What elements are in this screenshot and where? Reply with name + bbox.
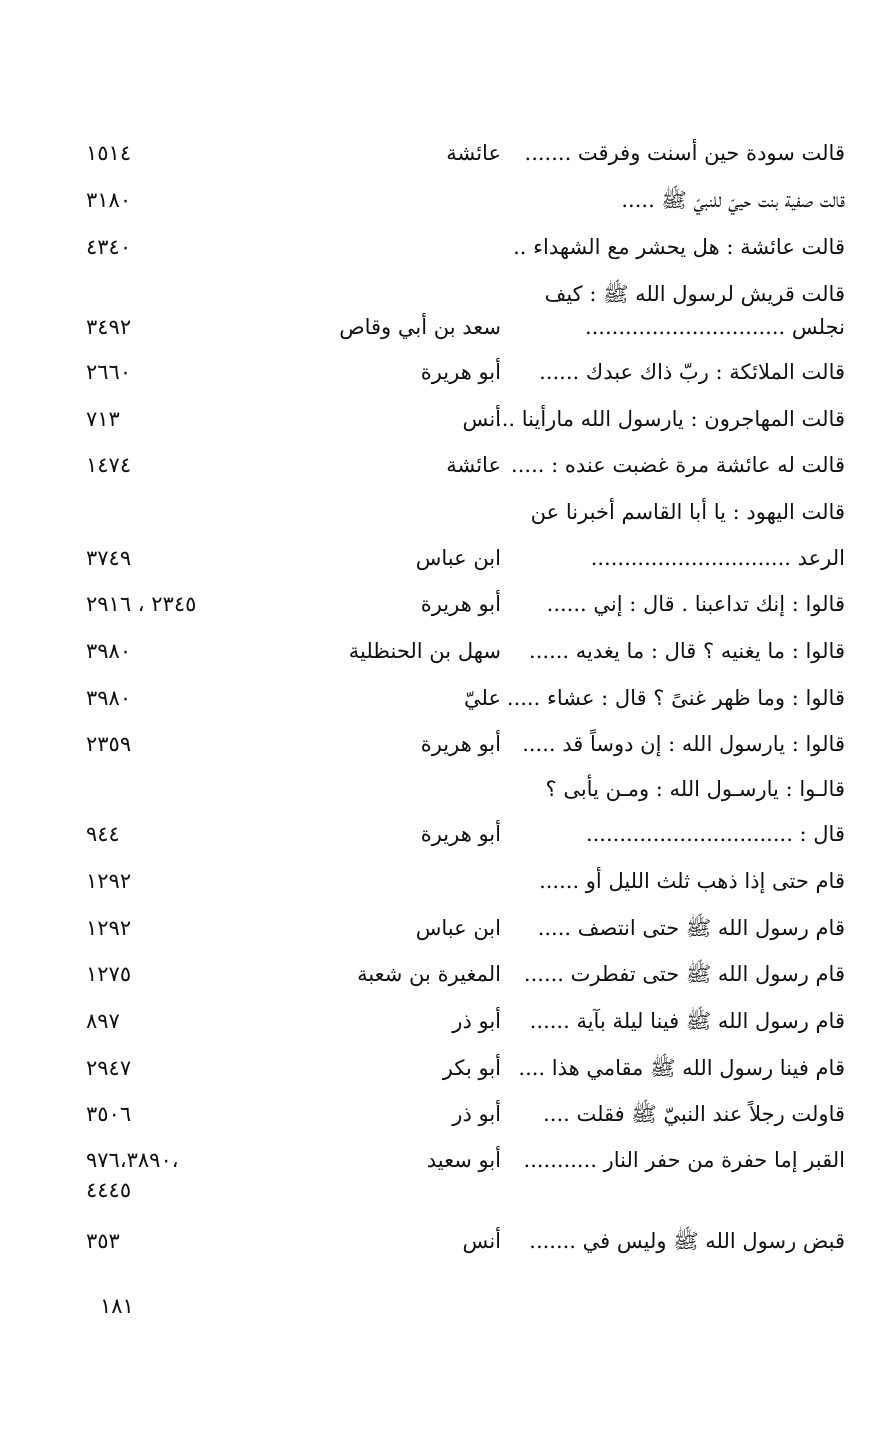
- hadith-text: قام رسول الله ﷺ فينا ليلة بآية ......: [529, 1009, 845, 1033]
- hadith-text: قام رسول الله ﷺ حتى تفطرت ......: [523, 962, 845, 986]
- narrator-name: عائشة: [446, 453, 501, 477]
- hadith-text: القبر إما حفرة من حفر النار ...........: [523, 1148, 845, 1172]
- index-row: [0, 906, 891, 950]
- index-row: [0, 225, 891, 269]
- hadith-text: قام رسول الله ﷺ حتى انتصف .....: [537, 916, 845, 940]
- hadith-numbers: ٢٣٥٩: [86, 732, 132, 756]
- hadith-text: نجلس ..............................: [584, 315, 845, 339]
- index-row: [0, 722, 891, 766]
- hadith-text: قالت عائشة : هل يحشر مع الشهداء ..: [513, 235, 845, 259]
- index-row: [0, 1046, 891, 1090]
- narrator-name: أبو هريرة: [420, 822, 501, 846]
- index-row: [0, 582, 891, 626]
- hadith-numbers: ٣٧٤٩: [86, 546, 132, 570]
- hadith-numbers: ٣٤٩٢: [86, 315, 132, 339]
- index-row: [0, 812, 891, 856]
- hadith-numbers: ٣٩٨٠: [86, 639, 132, 663]
- hadith-text: قالت له عائشة مرة غضبت عنده : .....: [511, 453, 845, 477]
- page-number: ١٨١: [100, 1294, 134, 1318]
- narrator-name: أبو بكر: [442, 1056, 501, 1080]
- narrator-name: أبو هريرة: [420, 592, 501, 616]
- hadith-numbers: ٩٤٤: [86, 822, 120, 846]
- hadith-numbers: ١٢٩٢: [86, 869, 132, 893]
- hadith-text: قال : ...............................: [585, 822, 845, 846]
- index-row: [0, 1138, 891, 1202]
- hadith-numbers: ٢٩٤٧: [86, 1056, 132, 1080]
- hadith-text: قالت صفية بنت حييّ للنبيّ ﷺ .....: [621, 188, 845, 212]
- hadith-text: قالوا : إنك تداعبنا . قال : إني ......: [546, 592, 845, 616]
- hadith-numbers: ١٢٧٥: [86, 962, 132, 986]
- index-row: [0, 490, 891, 534]
- hadith-text: قام فينا رسول الله ﷺ مقامي هذا ....: [518, 1056, 845, 1080]
- hadith-text: قبض رسول الله ﷺ وليس في .......: [529, 1229, 845, 1253]
- hadith-text: قام حتى إذا ذهب ثلث الليل أو ......: [539, 869, 845, 893]
- hadith-text: قالت سودة حين أسنت وفرقت .......: [524, 141, 845, 165]
- hadith-numbers-continued: ٤٤٤٥: [86, 1178, 132, 1202]
- hadith-text: الرعد ..............................: [590, 546, 845, 570]
- hadith-numbers: ١٥١٤: [86, 141, 132, 165]
- index-row: [0, 952, 891, 996]
- narrator-name: أبو هريرة: [420, 360, 501, 384]
- narrator-name: عائشة: [446, 141, 501, 165]
- index-row: [0, 350, 891, 394]
- hadith-numbers: ٩٧٦،٣٨٩٠،: [86, 1148, 179, 1172]
- index-row: [0, 305, 891, 349]
- hadith-numbers: ٧١٣: [86, 407, 120, 431]
- hadith-numbers: ٣١٨٠: [86, 188, 132, 212]
- narrator-name: أبو سعيد: [426, 1148, 501, 1172]
- hadith-text: قالت اليهود : يا أبا القاسم أخبرنا عن: [530, 500, 845, 524]
- index-row: [0, 676, 891, 720]
- index-row: [0, 999, 891, 1043]
- index-row: [0, 397, 891, 441]
- narrator-name: عليّ: [464, 686, 501, 710]
- narrator-name: سعد بن أبي وقاص: [339, 315, 501, 339]
- narrator-name: ابن عباس: [415, 546, 501, 570]
- hadith-text: قالت قريش لرسول الله ﷺ : كيف: [544, 282, 845, 306]
- narrator-name: أبو ذر: [452, 1102, 501, 1126]
- index-row: [0, 859, 891, 903]
- hadith-numbers: ٣٥٣: [86, 1229, 120, 1253]
- hadith-numbers: ٨٩٧: [86, 1009, 120, 1033]
- hadith-text: قالت المهاجرون : يارسول الله مارأينا ...: [495, 407, 845, 431]
- index-row: [0, 536, 891, 580]
- narrator-name: أبو هريرة: [420, 732, 501, 756]
- hadith-numbers: ١٤٧٤: [86, 453, 132, 477]
- index-row: [0, 1092, 891, 1136]
- hadith-numbers: ٣٥٠٦: [86, 1102, 132, 1126]
- hadith-text: قالوا : يارسول الله : إن دوساً قد .....: [522, 732, 845, 756]
- hadith-text: قالوا : ما يغنيه ؟ قال : ما يغديه ......: [529, 639, 845, 663]
- hadith-numbers: ٣٩٨٠: [86, 686, 132, 710]
- narrator-name: سهل بن الحنظلية: [348, 639, 501, 663]
- narrator-name: ابن عباس: [415, 916, 501, 940]
- narrator-name: أنس: [462, 407, 501, 431]
- hadith-text: قالوا : وما ظهر غنىً ؟ قال : عشاء .....: [506, 686, 845, 710]
- narrator-name: أبو ذر: [452, 1009, 501, 1033]
- hadith-numbers: ١٢٩٢: [86, 916, 132, 940]
- hadith-numbers: ٤٣٤٠: [86, 235, 132, 259]
- narrator-name: المغيرة بن شعبة: [357, 962, 501, 986]
- index-row: [0, 178, 891, 222]
- index-row: [0, 629, 891, 673]
- index-row: [0, 767, 891, 811]
- narrator-name: أنس: [462, 1229, 501, 1253]
- hadith-text: قالـوا : يارسـول الله : ومـن يأبى ؟: [545, 777, 845, 801]
- hadith-text: قالت الملائكة : ربّ ذاك عبدك ......: [539, 360, 845, 384]
- index-row: [0, 131, 891, 175]
- index-row: [0, 1219, 891, 1263]
- hadith-numbers: ٢٣٤٥ ، ٢٩١٦: [86, 592, 197, 616]
- hadith-text: قاولت رجلاً عند النبيّ ﷺ فقلت ....: [543, 1102, 845, 1126]
- hadith-numbers: ٢٦٦٠: [86, 360, 132, 384]
- index-row: [0, 443, 891, 487]
